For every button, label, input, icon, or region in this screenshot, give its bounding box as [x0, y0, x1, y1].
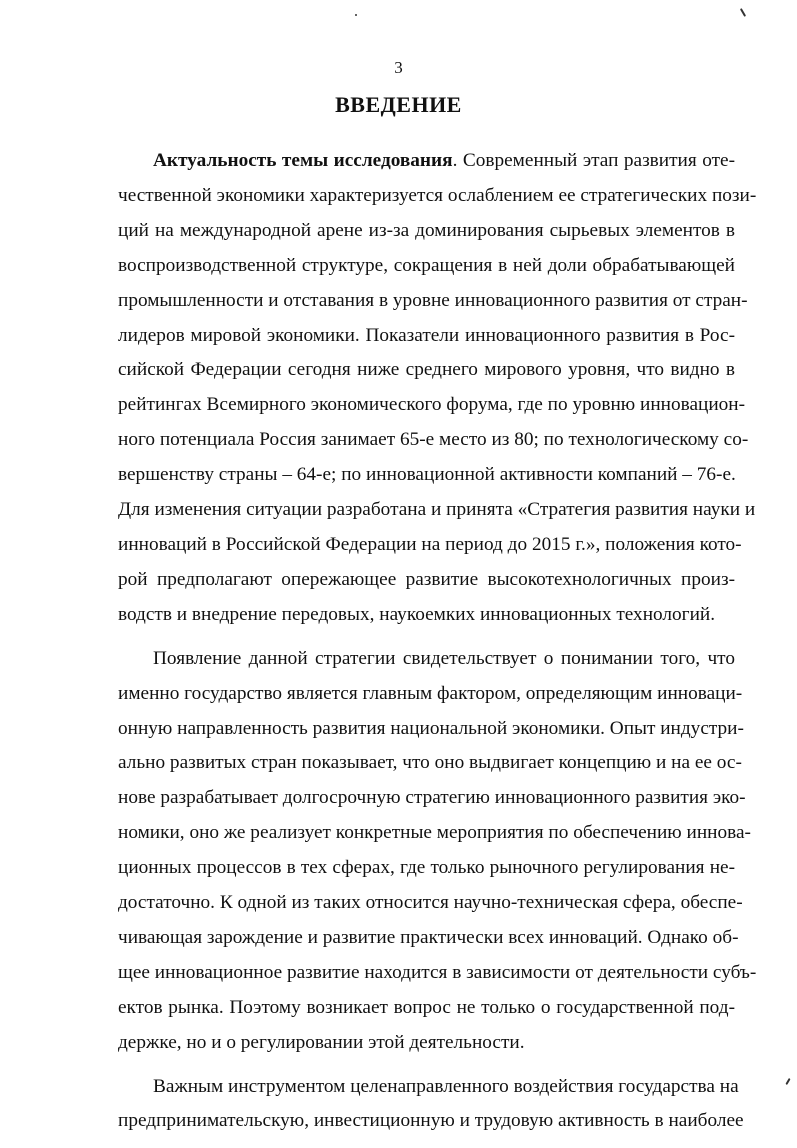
paragraph: [118, 642, 757, 1061]
text-line: нове разрабатывает долгосрочную стратегию инновационного развития эко-: [118, 787, 746, 809]
paragraph: [118, 144, 757, 633]
text-line: ционных процессов в тех сферах, где только рыночного регулирования не-: [118, 857, 735, 879]
scan-speck: [355, 14, 357, 16]
scan-speck: [740, 8, 746, 17]
text-line: лидеров мировой экономики. Показатели инновационного развития в Рос-: [118, 324, 735, 346]
text-line: чивающая зарождение и развитие практически всех инноваций. Однако об-: [118, 926, 739, 948]
text-line: Важным инструментом целенаправленного воздействия государства на: [153, 1075, 739, 1097]
paragraph-lead: Актуальность темы исследования: [153, 150, 453, 171]
text-line: щее инновационное развитие находится в зависимости от деятельности субъ-: [118, 961, 757, 983]
text-line: воспроизводственной структуре, сокращения в ней доли обрабатывающей: [118, 254, 735, 276]
text-line: вершенству страны – 64-е; по инновационной активности компаний – 76-е.: [118, 464, 736, 486]
text-line: ного потенциала Россия занимает 65-е место из 80; по технологическому со-: [118, 429, 749, 451]
text-line: держке, но и о регулировании этой деятельности.: [118, 1031, 525, 1053]
text-line: ально развитых стран показывает, что оно выдвигает концепцию и на ее ос-: [118, 752, 742, 774]
text-line: онную направленность развития национальной экономики. Опыт индустри-: [118, 717, 744, 739]
text-line: Появление данной стратегии свидетельствует о понимании того, что: [153, 647, 735, 669]
text-line: чественной экономики характеризуется ослаблением ее стратегических пози-: [118, 184, 757, 206]
text-line: номики, оно же реализует конкретные мероприятия по обеспечению иннова-: [118, 822, 751, 844]
page-number: 3: [394, 58, 403, 77]
text-line: ектов рынка. Поэтому возникает вопрос не только о государственной под-: [118, 996, 735, 1018]
text-line: [118, 144, 735, 179]
text-line: инноваций в Российской Федерации на период до 2015 г.», положения кото-: [118, 533, 742, 555]
text-line: достаточно. К одной из таких относится научно-техническая сфера, обеспе-: [118, 892, 743, 914]
text-line: промышленности и отставания в уровне инновационного развития от стран-: [118, 289, 748, 311]
text-line: рой предполагают опережающее развитие высокотехнологичных произ-: [118, 568, 735, 590]
section-title: ВВЕДЕНИЕ: [335, 92, 462, 117]
body-text: [118, 144, 757, 1148]
paragraph: [118, 1070, 744, 1140]
text-line: водств и внедрение передовых, наукоемких инновационных технологий.: [118, 603, 716, 625]
text-line: сийской Федерации сегодня ниже среднего мирового уровня, что видно в: [118, 359, 735, 381]
text-line: Для изменения ситуации разработана и принята «Стратегия развития науки и: [118, 499, 756, 521]
text-line: именно государство является главным фактором, определяющим инноваци-: [118, 682, 743, 704]
text-line-rest: . Современный этап развития оте-: [452, 150, 735, 171]
text-line: ций на международной арене из-за доминирования сырьевых элементов в: [118, 219, 735, 241]
text-line: рейтингах Всемирного экономического форума, где по уровню инновацион-: [118, 394, 746, 416]
scan-speck: [785, 1078, 790, 1085]
text-line: предпринимательскую, инвестиционную и трудовую активность в наиболее: [118, 1110, 744, 1132]
